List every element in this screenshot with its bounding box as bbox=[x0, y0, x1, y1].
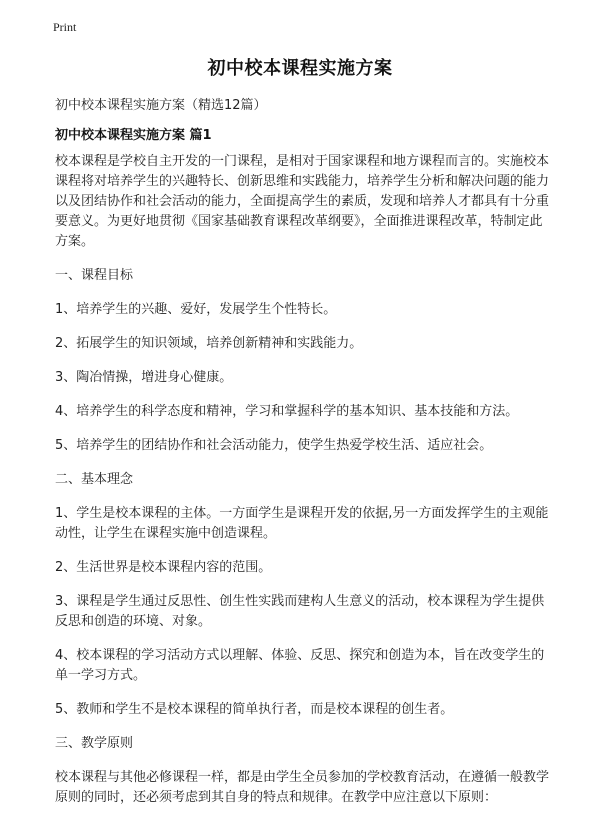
heading-course-goals: 一、课程目标 bbox=[55, 268, 134, 283]
goal-item: 3、陶冶情操，增进身心健康。 bbox=[55, 370, 233, 385]
heading-teaching-principles: 三、教学原则 bbox=[55, 736, 134, 751]
goal-item: 1、培养学生的兴趣、爱好，发展学生个性特长。 bbox=[55, 302, 337, 317]
section-heading: 初中校本课程实施方案 篇1 bbox=[55, 128, 212, 143]
concept-item: 2、生活世界是校本课程内容的范围。 bbox=[55, 560, 272, 575]
document-subtitle: 初中校本课程实施方案（精选12篇） bbox=[55, 98, 267, 113]
concept-item: 3、课程是学生通过反思性、创生性实践而建构人生意义的活动，校本课程为学生提供反思和创造的环境、对象。 bbox=[55, 594, 545, 629]
principles-paragraph: 校本课程与其他必修课程一样，都是由学生全员参加的学校教育活动，在遵循一般教学原则的同时，还必须考虑到其自身的特点和规律。在教学中应注意以下原则： bbox=[55, 770, 550, 805]
print-link[interactable]: Print bbox=[53, 20, 77, 34]
goal-item: 4、培养学生的科学态度和精神，学习和掌握科学的基本知识、基本技能和方法。 bbox=[55, 404, 519, 419]
goal-item: 5、培养学生的团结协作和社会活动能力，使学生热爱学校生活、适应社会。 bbox=[55, 438, 493, 453]
concept-item: 4、校本课程的学习活动方式以理解、体验、反思、探究和创造为本，旨在改变学生的单一学习方式。 bbox=[55, 648, 545, 683]
document-body bbox=[55, 152, 551, 822]
intro-paragraph: 校本课程是学校自主开发的一门课程，是相对于国家课程和地方课程而言的。实施校本课程将对培养学生的兴趣特长、创新思维和实践能力，培养学生分析和解决问题的能力以及团结协作和社会活动的能力，全面提高学生的素质，发现和培养人才都具有十分重要意义。为更好地贯彻《国家基础教育课程改革纲要》，全面推进课程改革，特制定此方案。 bbox=[55, 154, 550, 249]
concept-item: 5、教师和学生不是校本课程的简单执行者，而是校本课程的创生者。 bbox=[55, 702, 454, 717]
document-title: 初中校本课程实施方案 bbox=[207, 58, 393, 79]
goal-item: 2、拓展学生的知识领域，培养创新精神和实践能力。 bbox=[55, 336, 363, 351]
concept-item: 1、学生是校本课程的主体。一方面学生是课程开发的依据,另一方面发挥学生的主观能动性，让学生在课程实施中创造课程。 bbox=[55, 506, 549, 541]
heading-basic-concepts: 二、基本理念 bbox=[55, 472, 134, 487]
